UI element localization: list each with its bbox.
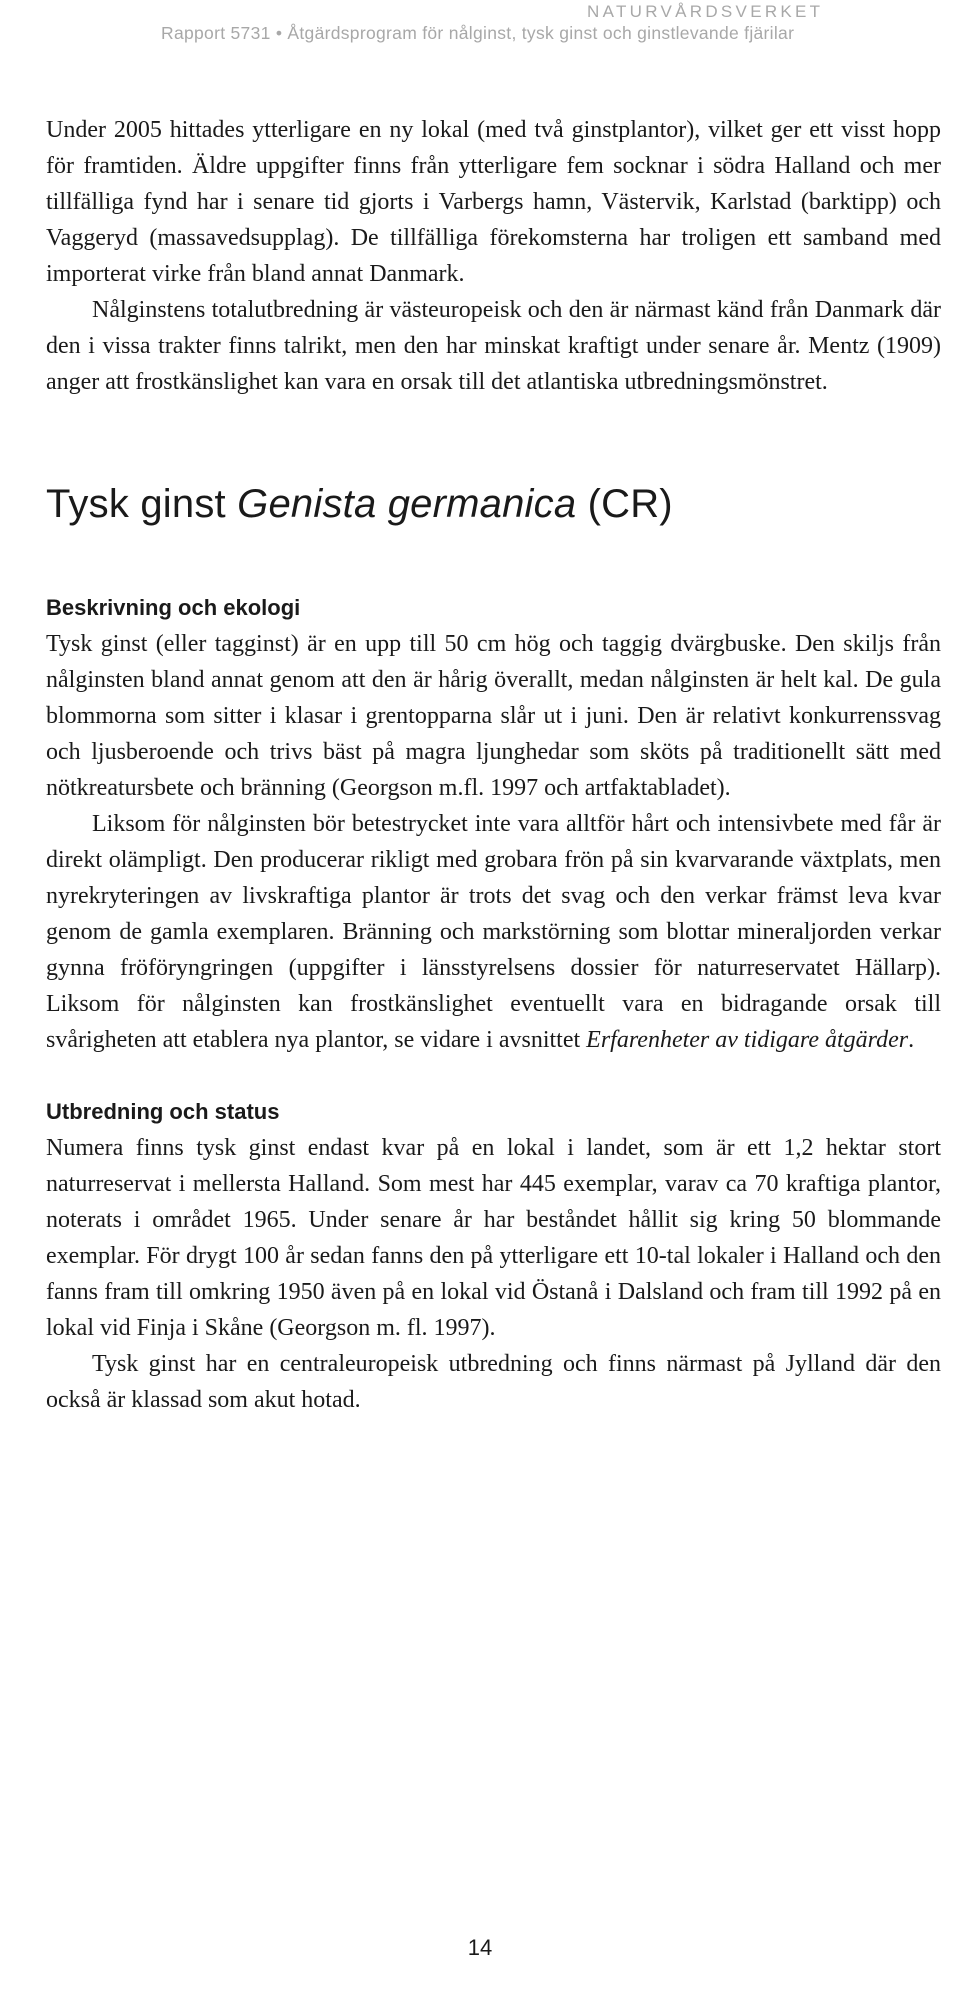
description-paragraph-1: Tysk ginst (eller tagginst) är en upp till 50 cm hög och taggig dvärgbuske. Den skiljs från nålginsten bland annat genom att den är hårig överallt, medan nålginsten är helt kal. De gula blommorna som sitter i klasar i grentopparna slår ut i juni. Den är relativt konkurrenssvag och ljusberoende och trivs bäst på magra ljunghedar som sköts på traditionellt sätt med nötkreatursbete och bränning (Georgson m.fl. 1997 och artfaktabladet). [46,631,941,801]
document-body [46,112,941,1418]
section-title-prefix: Tysk ginst [46,482,238,526]
intro-paragraph-1: Under 2005 hittades ytterligare en ny lokal (med två ginstplantor), vilket ger ett visst hopp för framtiden. Äldre uppgifter finns från ytterligare fem socknar i södra Halland och mer tillfälliga fynd har i senare tid gjorts i Varbergs hamn, Västervik, Karlstad (barktipp) och Vaggeryd (massavedsupplag). De tillfälliga förekomsterna har troligen ett samband med importerat virke från bland annat Danmark. [46,117,941,287]
cross-reference: Erfarenheter av tidigare åtgärder [586,1027,909,1053]
description-paragraph-2 [46,806,941,1058]
report-title: Rapport 5731 • Åtgärdsprogram för nålginst, tysk ginst och ginstlevande fjärilar [161,23,795,43]
distribution-paragraph-2: Tysk ginst har en centraleuropeisk utbredning och finns närmast på Jylland där den också är klassad som akut hotad. [46,1351,941,1413]
section-title-suffix: (CR) [576,482,673,526]
publisher-name: NATURVÅRDSVERKET [587,2,824,21]
section-title-species: Genista germanica [237,482,577,526]
description-heading: Beskrivning och ekologi [46,595,301,620]
distribution-heading: Utbredning och status [46,1099,280,1124]
description-paragraph-2-text: Liksom för nålginsten bör betestrycket inte vara alltför hårt och intensivbete med får är direkt olämpligt. Den producerar rikligt med grobara frön på sin kvarvarande växtplats, men nyrekryteringen av livskraftiga plantor är trots det svag och den verkar främst leva kvar genom de gamla exemplaren. Bränning och markstörning som blottar mineraljorden verkar gynna fröföryngringen (uppgifter i länsstyrelsens dossier för naturreservatet Hällarp). Liksom för nålginsten kan frostkänslighet eventuellt vara en bidragande orsak till svårigheten att etablera nya plantor, se vidare i avsnittet [46,811,941,1053]
intro-paragraph-2: Nålginstens totalutbredning är västeuropeisk och den är närmast känd från Danmark där den i vissa trakter finns talrikt, men den har minskat kraftigt under senare år. Mentz (1909) anger att frostkänslighet kan vara en orsak till det atlantiska utbredningsmönstret. [46,297,941,395]
page-number: 14 [467,1935,493,1960]
section-title [46,476,941,532]
description-paragraph-2-end: . [908,1027,915,1053]
distribution-paragraph-1: Numera finns tysk ginst endast kvar på en lokal i landet, som är ett 1,2 hektar stort naturreservat i mellersta Halland. Som mest har 445 exemplar, varav ca 70 kraftiga plantor, noterats i området 1965. Under senare år har beståndet hållit sig kring 50 blommande exemplar. För drygt 100 år sedan fanns den på ytterligare ett 10-tal lokaler i Halland och den fanns fram till omkring 1950 även på en lokal vid Östanå i Dalsland och fram till 1992 på en lokal vid Finja i Skåne (Georgson m. fl. 1997). [46,1135,941,1341]
